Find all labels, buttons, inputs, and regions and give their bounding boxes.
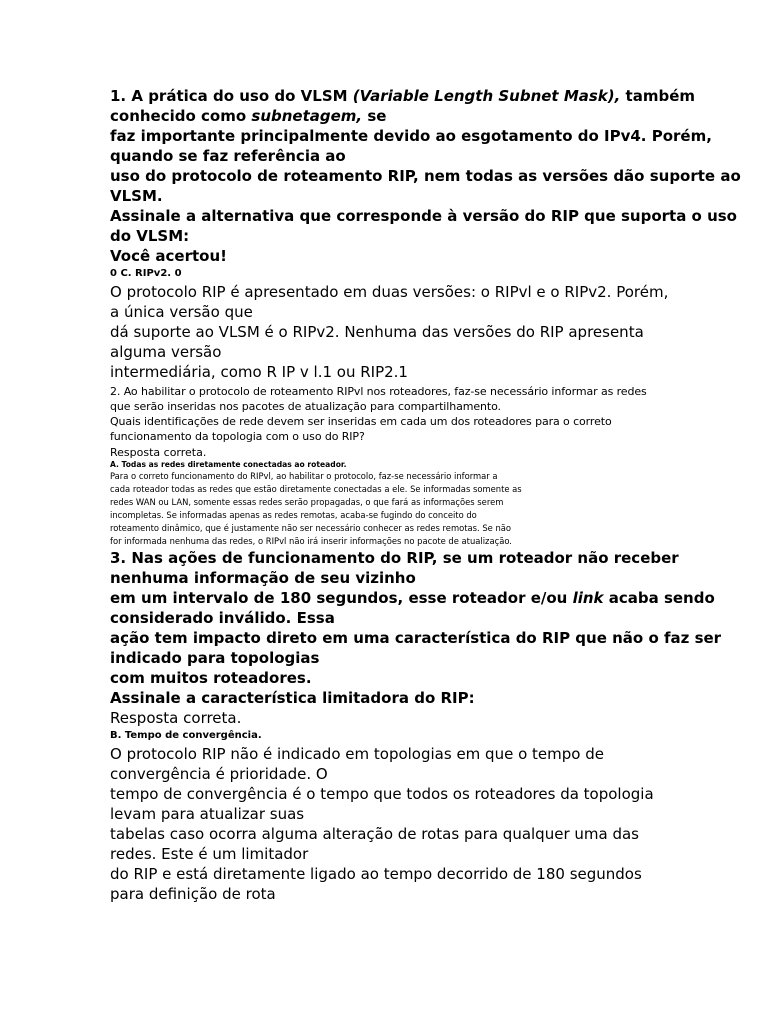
q1-text: também [620, 87, 696, 105]
q3-line-3 [110, 588, 715, 608]
q3-explanation-1: O protocolo RIP não é indicado em topologias em que o tempo de [110, 745, 604, 763]
q2-line-2: que serão inseridas nos pacotes de atualização para compartilhamento. [110, 400, 501, 413]
q1-line-8: do VLSM: [110, 227, 190, 245]
q2-answer: A. Todas as redes diretamente conectadas ao roteador. [110, 460, 347, 469]
q3-text: em um intervalo de 180 segundos, esse roteador e/ou [110, 589, 573, 607]
q1-italic-term: subnetagem, [251, 107, 363, 125]
q3-status: Resposta correta. [110, 709, 242, 727]
q2-explanation-4: incompletas. Se informadas apenas as redes remotas, acaba-se fugindo do conceito do [110, 510, 477, 520]
q1-result: Você acertou! [110, 247, 227, 265]
q1-line-3: faz importante principalmente devido ao esgotamento do IPv4. Porém, [110, 127, 712, 145]
q3-line-5: ação tem impacto direto em uma característica do RIP que não o faz ser [110, 629, 722, 647]
q1-explanation-5: intermediária, como R IP v l.1 ou RIP2.1 [110, 363, 408, 381]
q1-explanation-2: a única versão que [110, 303, 253, 321]
q3-line-1: 3. Nas ações de funcionamento do RIP, se um roteador não receber [110, 549, 679, 567]
q3-line-8: Assinale a característica limitadora do RIP: [110, 689, 475, 707]
q1-explanation-4: alguma versão [110, 343, 222, 361]
q3-line-4: considerado inválido. Essa [110, 609, 335, 627]
q1-text: conhecido como [110, 107, 252, 125]
q3-text: acaba sendo [603, 589, 715, 607]
q1-line-1 [110, 86, 696, 106]
q2-explanation-6: for informada nenhuma das redes, o RIPvl não irá inserir informações no pacote de atualização. [110, 536, 512, 546]
q2-explanation-5: roteamento dinâmico, que é justamente não ser necessário conhecer as redes remotas. Se não [110, 523, 512, 533]
q3-line-7: com muitos roteadores. [110, 669, 312, 687]
q2-explanation-3: redes WAN ou LAN, somente essas redes serão propagadas, o que fará as informações serem [110, 497, 504, 507]
q1-explanation-1: O protocolo RIP é apresentado em duas versões: o RIPvl e o RIPv2. Porém, [110, 283, 669, 301]
q1-line-4: quando se faz referência ao [110, 147, 346, 165]
q1-line-7: Assinale a alternativa que corresponde à versão do RIP que suporta o uso [110, 207, 737, 225]
q2-line-3: Quais identificações de rede devem ser inseridas em cada um dos roteadores para o correto [110, 415, 612, 428]
q2-line-1: 2. Ao habilitar o protocolo de roteamento RIPvl nos roteadores, faz-se necessário informar as redes [110, 385, 647, 398]
q3-explanation-5: tabelas caso ocorra alguma alteração de rotas para qualquer uma das [110, 825, 639, 843]
q2-explanation-1: Para o correto funcionamento do RIPvl, ao habilitar o protocolo, faz-se necessário informar a [110, 471, 498, 481]
q1-line-5: uso do protocolo de roteamento RIP, nem todas as versões dão suporte ao [110, 167, 741, 185]
q3-explanation-2: convergência é prioridade. O [110, 765, 328, 783]
q3-explanation-6: redes. Este é um limitador [110, 845, 309, 863]
q3-explanation-4: levam para atualizar suas [110, 805, 305, 823]
q1-line-2 [110, 106, 660, 126]
q3-answer: B. Tempo de convergência. [110, 730, 262, 741]
q2-line-4: funcionamento da topologia com o uso do RIP? [110, 430, 365, 443]
q3-italic-term: link [572, 589, 604, 607]
q3-line-2: nenhuma informação de seu vizinho [110, 569, 416, 587]
q1-text: 1. A prática do uso do VLSM [110, 87, 353, 105]
q3-explanation-7: do RIP e está diretamente ligado ao tempo decorrido de 180 segundos [110, 865, 642, 883]
q1-answer: 0 C. RIPv2. 0 [110, 268, 182, 279]
q3-explanation-8: para definição de rota [110, 885, 276, 903]
q2-explanation-2: cada roteador todas as redes que estão diretamente conectadas a ele. Se informadas somente as [110, 484, 522, 494]
q1-line-6: VLSM. [110, 187, 163, 205]
q1-italic-term: (Variable Length Subnet Mask), [352, 87, 621, 105]
document-page [110, 86, 741, 904]
q3-line-6: indicado para topologias [110, 649, 320, 667]
q1-text: se [362, 107, 387, 125]
q1-explanation-3: dá suporte ao VLSM é o RIPv2. Nenhuma das versões do RIP apresenta [110, 323, 644, 341]
q3-explanation-3: tempo de convergência é o tempo que todos os roteadores da topologia [110, 785, 654, 803]
q2-status: Resposta correta. [110, 446, 207, 459]
